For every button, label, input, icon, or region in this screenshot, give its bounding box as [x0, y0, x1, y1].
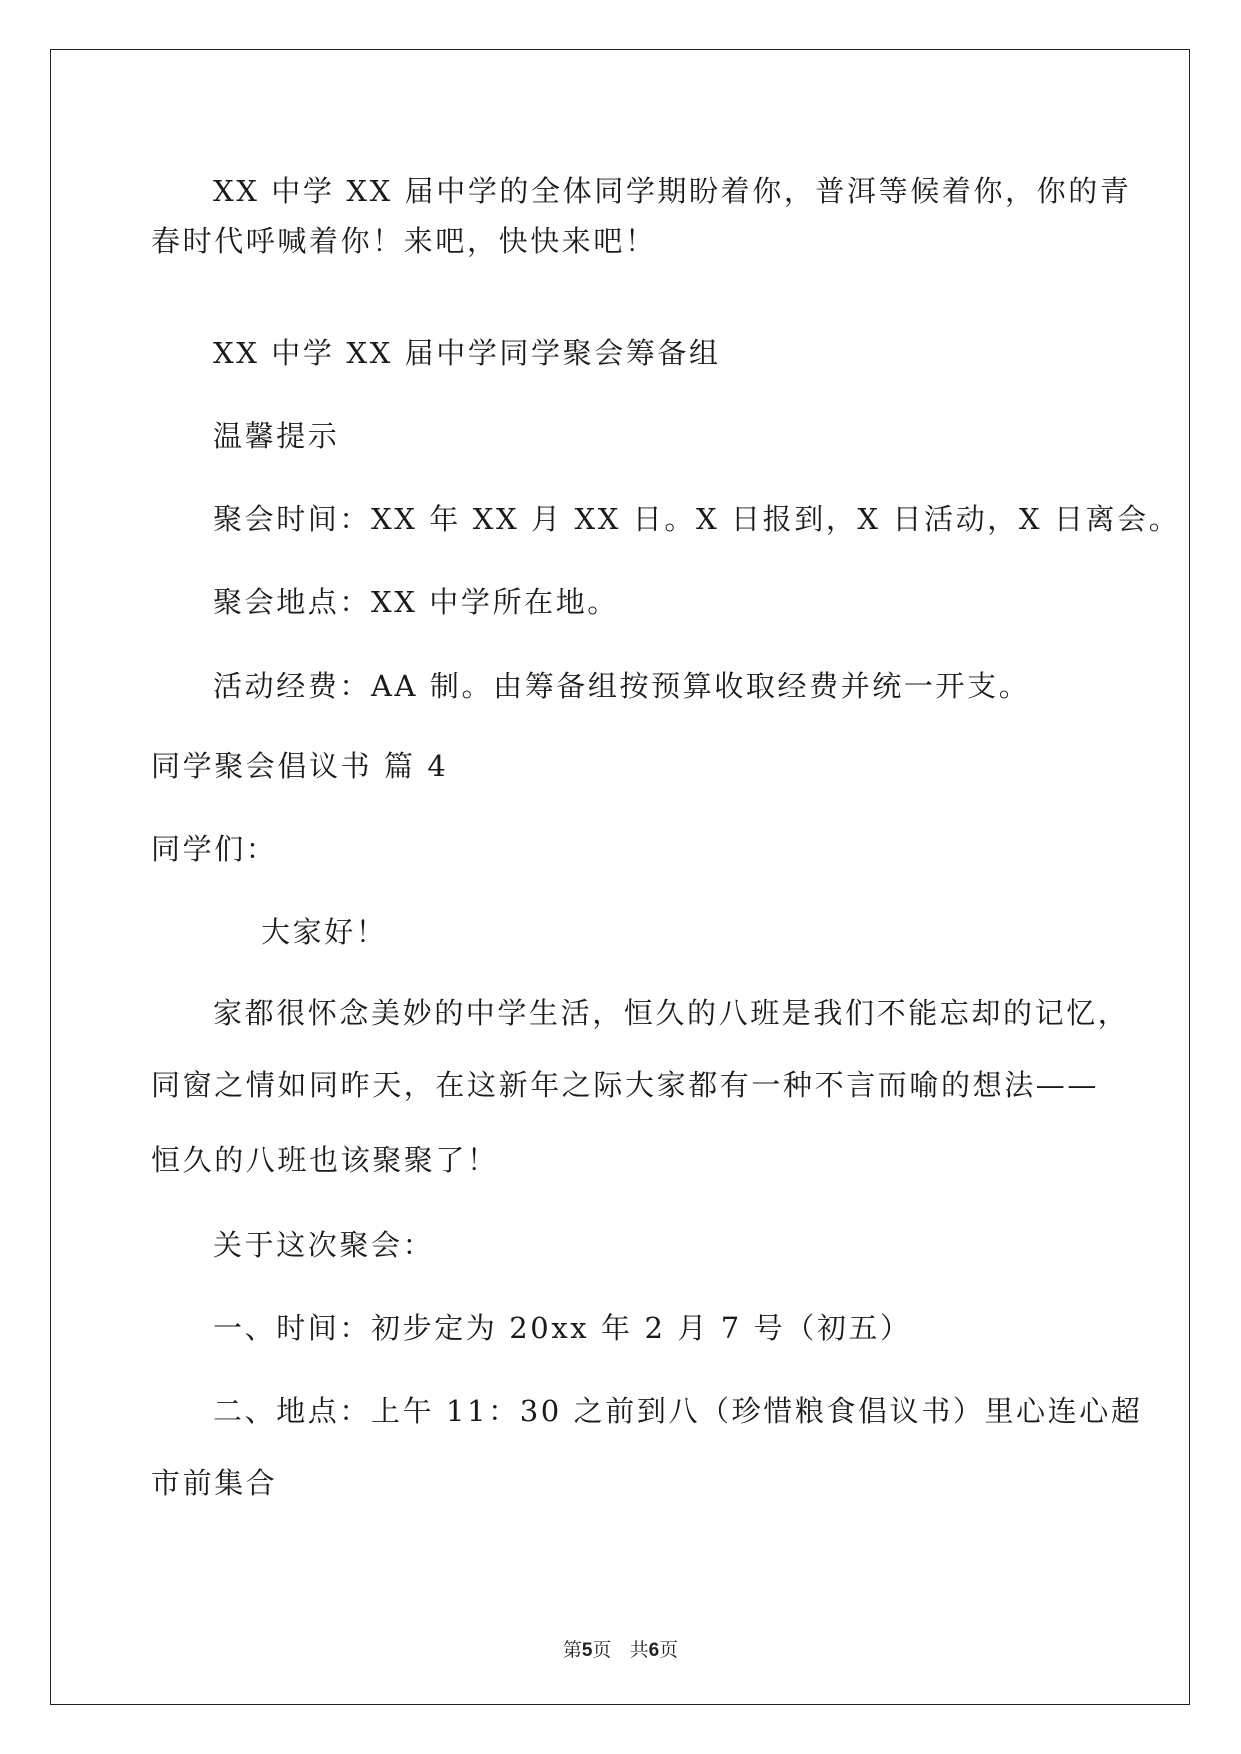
body-line: 恒久的八班也该聚聚了！	[151, 1143, 499, 1177]
salutation: 同学们：	[151, 832, 278, 866]
list-item-continuation: 市前集合	[151, 1466, 278, 1500]
body-line: XX 中学 XX 届中学的全体同学期盼着你，普洱等候着你，你的青	[213, 174, 1132, 208]
body-line: 聚会时间：XX 年 XX 月 XX 日。X 日报到，X 日活动，X 日离会。	[213, 502, 1181, 536]
total-suffix: 页	[659, 1639, 679, 1661]
body-line: 关于这次聚会：	[213, 1228, 435, 1262]
article-title: 同学聚会倡议书 篇 4	[151, 749, 449, 783]
current-page-number: 5	[581, 1640, 593, 1661]
body-line: 家都很怀念美妙的中学生活，恒久的八班是我们不能忘却的记忆，	[213, 996, 1130, 1030]
body-line: 聚会地点：XX 中学所在地。	[213, 585, 619, 619]
list-item: 二、地点：上午 11：30 之前到八（珍惜粮食倡议书）里心连心超	[213, 1394, 1143, 1428]
page-suffix: 页	[592, 1639, 612, 1661]
total-pages-number: 6	[648, 1640, 660, 1661]
page-border	[50, 49, 1190, 1705]
body-line: 春时代呼喊着你！来吧，快快来吧！	[151, 224, 657, 258]
page-prefix: 第	[562, 1639, 582, 1661]
body-line: 同窗之情如同昨天，在这新年之际大家都有一种不言而喻的想法——	[151, 1068, 1100, 1102]
body-line: 活动经费：AA 制。由筹备组按预算收取经费并统一开支。	[213, 669, 1031, 703]
section-heading: 温馨提示	[213, 419, 340, 453]
total-prefix: 共	[629, 1639, 649, 1661]
list-item: 一、时间：初步定为 20xx 年 2 月 7 号（初五）	[213, 1311, 912, 1345]
greeting: 大家好！	[261, 915, 388, 949]
signature-line: XX 中学 XX 届中学同学聚会筹备组	[213, 336, 721, 370]
page-footer	[0, 1638, 1241, 1663]
